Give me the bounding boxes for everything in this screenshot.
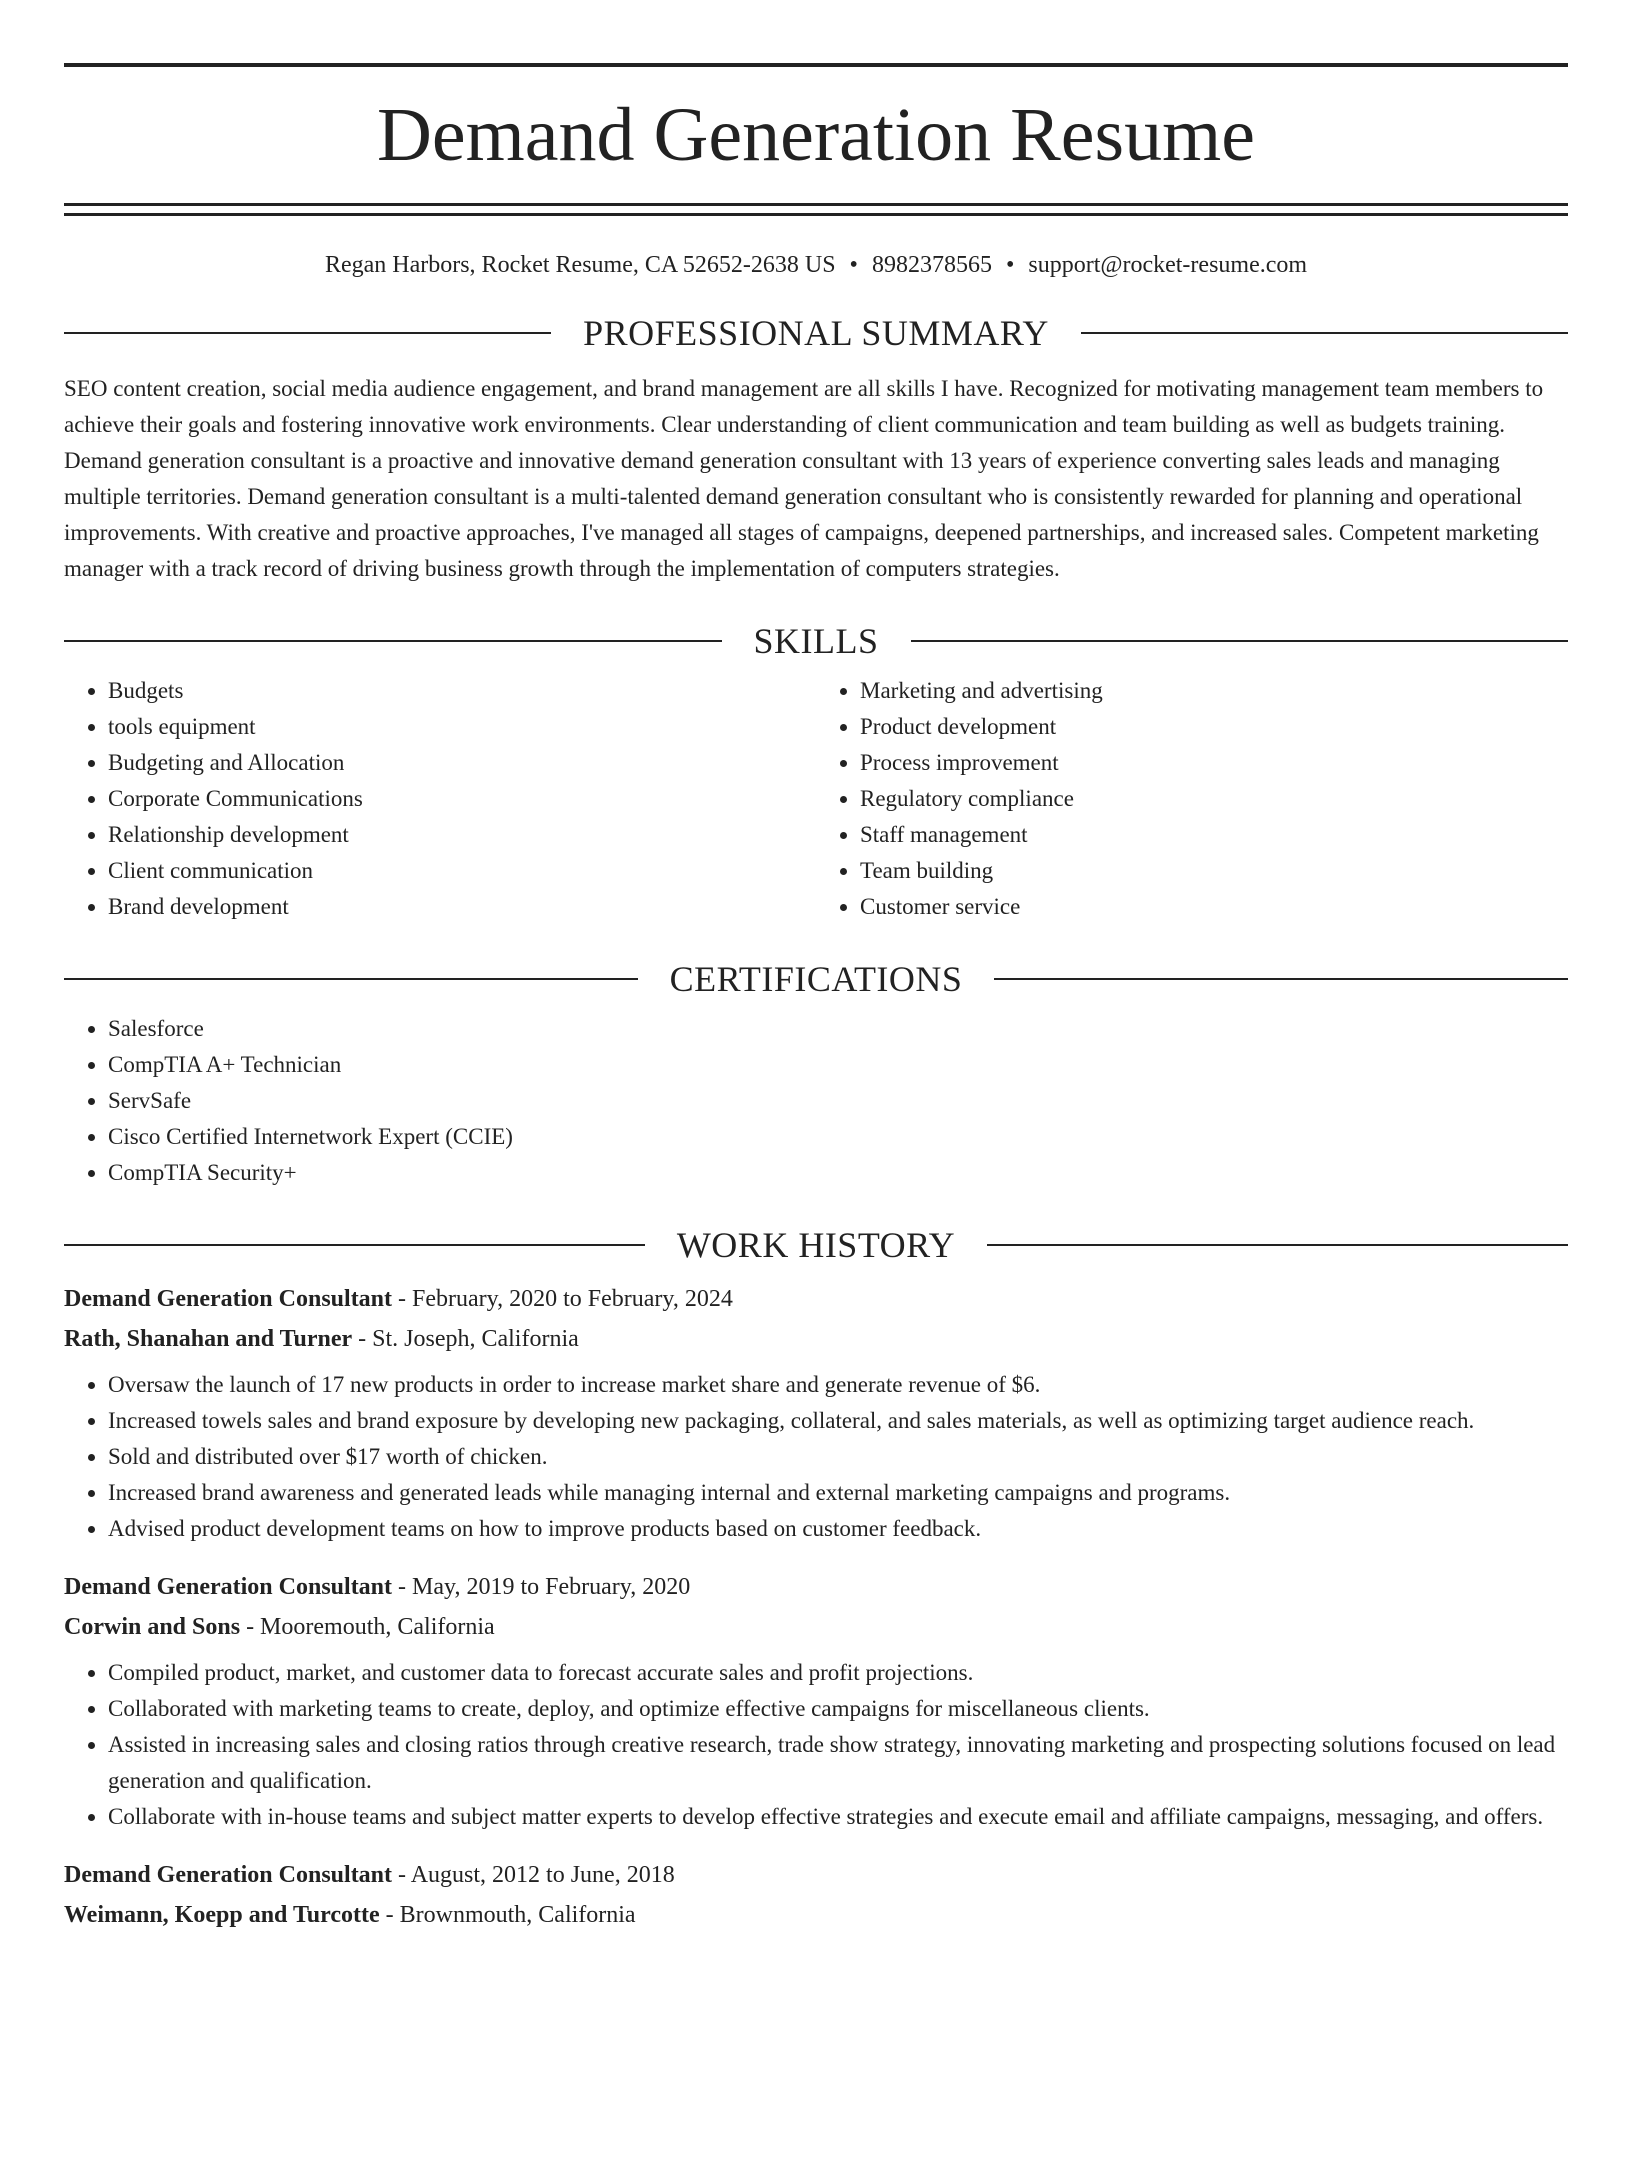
job-bullet: • Increased brand awareness and generated leads while managing internal and external marketing campaigns and programs. <box>108 1475 1568 1511</box>
job-bullet: • Collaborated with marketing teams to create, deploy, and optimize effective campaigns for miscellaneous clients. <box>108 1691 1568 1727</box>
job-bullets <box>64 1655 1568 1835</box>
section-rule <box>994 978 1568 980</box>
job-title-line <box>64 1567 1568 1607</box>
certifications-list <box>64 1011 1568 1191</box>
skill-item: • Budgets <box>108 673 816 709</box>
job-dates: - February, 2020 to February, 2024 <box>392 1286 733 1312</box>
job-company-line <box>64 1319 1568 1359</box>
job-bullet: • Oversaw the launch of 17 new products in order to increase market share and generate revenue of $6. <box>108 1367 1568 1403</box>
certification-item: • Cisco Certified Internetwork Expert (CCIE) <box>108 1119 1568 1155</box>
job-entry <box>64 1279 1568 1547</box>
job-entry <box>64 1567 1568 1835</box>
job-title: Demand Generation Consultant <box>64 1286 393 1312</box>
section-rule <box>64 332 551 334</box>
section-rule <box>64 640 722 642</box>
job-title-line <box>64 1855 1568 1895</box>
resume-page <box>0 63 1632 2175</box>
job-bullet: • Advised product development teams on how to improve products based on customer feedback. <box>108 1511 1568 1547</box>
job-title-line <box>64 1279 1568 1319</box>
summary-text: SEO content creation, social media audience engagement, and brand management are all skills I have. Recognized for motivating management team members to achieve their goals and fostering innovative work environments. Clear understanding of client communication and team building as well as budgets training. Demand generation consultant is a proactive and innovative demand generation consultant with 13 years of experience converting sales leads and managing multiple territories. Demand generation consultant is a multi-talented demand generation consultant who is consistently rewarded for planning and operational improvements. With creative and proactive approaches, I've managed all stages of campaigns, deepened partnerships, and increased sales. Competent marketing manager with a track record of driving business growth through the implementation of computers strategies. <box>64 376 1544 581</box>
title-rule-upper <box>64 203 1568 206</box>
job-company: Corwin and Sons <box>64 1614 241 1640</box>
contact-phone: 8982378565 <box>871 252 992 278</box>
job-bullets <box>64 1367 1568 1547</box>
certification-item: • Salesforce <box>108 1011 1568 1047</box>
section-rule <box>987 1244 1568 1246</box>
section-rule <box>64 978 638 980</box>
job-bullet: • Compiled product, market, and customer data to forecast accurate sales and profit projections. <box>108 1655 1568 1691</box>
contact-email: support@rocket-resume.com <box>1028 252 1308 278</box>
skill-item: • Marketing and advertising <box>860 673 1568 709</box>
skill-item: • Customer service <box>860 889 1568 925</box>
skill-item: • tools equipment <box>108 709 816 745</box>
job-dates: - May, 2019 to February, 2020 <box>392 1574 691 1600</box>
contact-separator: • <box>849 252 858 278</box>
work-heading: WORK HISTORY <box>676 1225 956 1265</box>
job-company-line <box>64 1607 1568 1647</box>
skill-item: • Brand development <box>108 889 816 925</box>
job-location: - Brownmouth, California <box>379 1902 636 1928</box>
title-rule-lower <box>64 213 1568 216</box>
skill-item: • Regulatory compliance <box>860 781 1568 817</box>
job-title: Demand Generation Consultant <box>64 1862 393 1888</box>
section-rule <box>911 640 1569 642</box>
skills-section-header <box>64 623 1568 659</box>
skill-item: • Relationship development <box>108 817 816 853</box>
contact-separator: • <box>1005 252 1015 278</box>
skill-item: • Process improvement <box>860 745 1568 781</box>
skill-item: • Corporate Communications <box>108 781 816 817</box>
certification-item: • CompTIA A+ Technician <box>108 1047 1568 1083</box>
job-entry <box>64 1855 1568 1935</box>
job-company: Rath, Shanahan and Turner <box>64 1326 353 1352</box>
certification-item: • CompTIA Security+ <box>108 1155 1568 1191</box>
resume-title: Demand Generation Resume <box>377 93 1255 177</box>
job-bullet: • Increased towels sales and brand exposure by developing new packaging, collateral, and sales materials, as well as optimizing target audience reach. <box>108 1403 1568 1439</box>
skill-item: • Client communication <box>108 853 816 889</box>
certifications-section-header <box>64 961 1568 997</box>
job-company-line <box>64 1895 1568 1935</box>
summary-section-header <box>64 315 1568 351</box>
skills-list-right <box>816 673 1568 925</box>
job-title: Demand Generation Consultant <box>64 1574 393 1600</box>
skills-grid <box>64 659 1568 925</box>
skills-list-left <box>64 673 816 925</box>
job-bullet: • Assisted in increasing sales and closing ratios through creative research, trade show strategy, innovating marketing and prospecting solutions focused on lead generation and qualification. <box>108 1727 1568 1799</box>
skill-item: • Team building <box>860 853 1568 889</box>
job-company: Weimann, Koepp and Turcotte <box>64 1902 380 1928</box>
job-dates: - August, 2012 to June, 2018 <box>392 1862 675 1888</box>
skills-heading: SKILLS <box>753 621 879 661</box>
job-location: - St. Joseph, California <box>352 1326 579 1352</box>
certification-item: • ServSafe <box>108 1083 1568 1119</box>
work-section-header <box>64 1227 1568 1263</box>
job-bullet: • Sold and distributed over $17 worth of chicken. <box>108 1439 1568 1475</box>
contact-address: Regan Harbors, Rocket Resume, CA 52652-2638 US <box>324 252 836 278</box>
skill-item: • Product development <box>860 709 1568 745</box>
summary-heading: PROFESSIONAL SUMMARY <box>583 313 1049 353</box>
section-rule <box>64 1244 645 1246</box>
skill-item: • Budgeting and Allocation <box>108 745 816 781</box>
job-bullet: • Collaborate with in-house teams and subject matter experts to develop effective strategies and execute email and affiliate campaigns, messaging, and offers. <box>108 1799 1568 1835</box>
skill-item: • Staff management <box>860 817 1568 853</box>
section-rule <box>1081 332 1568 334</box>
contact-line <box>64 252 1568 279</box>
job-location: - Mooremouth, California <box>240 1614 495 1640</box>
certifications-heading: CERTIFICATIONS <box>669 959 963 999</box>
